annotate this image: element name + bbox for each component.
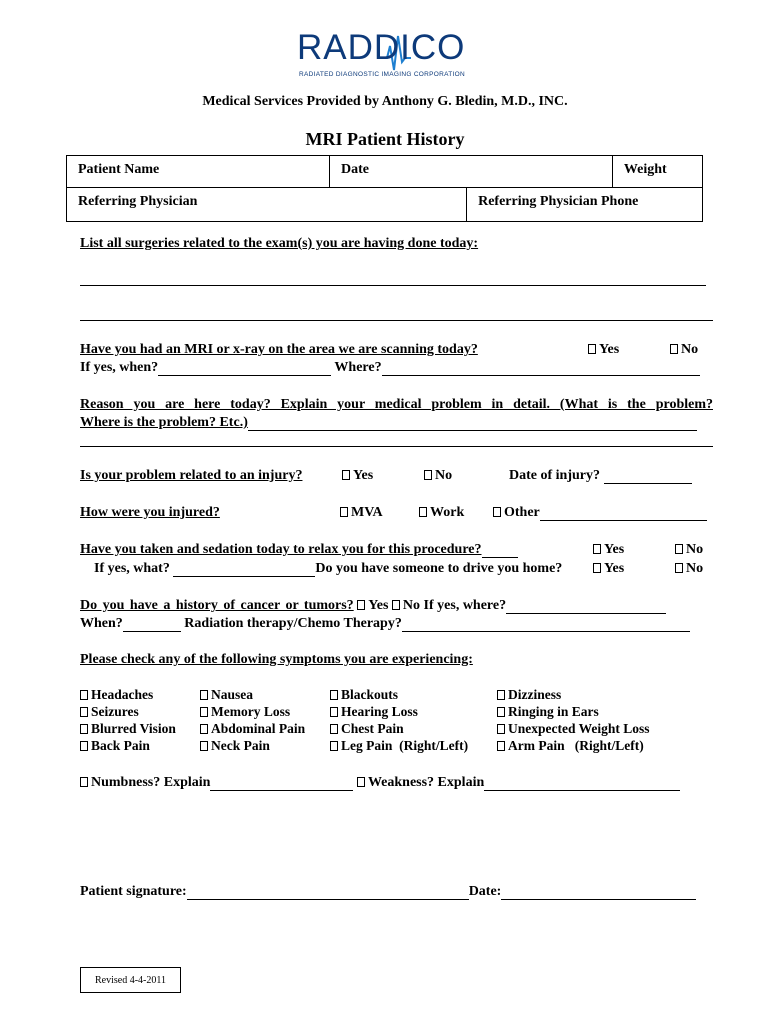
- reason-question-line1: Reason you are here today? Explain your medical problem in detail. (What is the problem?: [80, 397, 713, 412]
- checkbox-icon[interactable]: [330, 690, 338, 700]
- patient-info-table: [66, 155, 703, 222]
- checkbox-icon[interactable]: [80, 690, 88, 700]
- injury-work[interactable]: Work: [419, 504, 464, 521]
- symptom-item[interactable]: Seizures: [80, 703, 176, 720]
- sedation-no[interactable]: No: [675, 541, 703, 558]
- checkbox-icon[interactable]: [593, 544, 601, 554]
- symptom-item[interactable]: Unexpected Weight Loss: [497, 720, 650, 737]
- other-input[interactable]: [540, 520, 707, 521]
- signature-row: Patient signature: Date:: [80, 883, 696, 900]
- checkbox-icon[interactable]: [342, 470, 350, 480]
- date-field[interactable]: Date: [330, 156, 613, 188]
- symptoms-column-4: [497, 686, 650, 754]
- symptom-item[interactable]: Nausea: [200, 686, 305, 703]
- symptom-item[interactable]: Memory Loss: [200, 703, 305, 720]
- symptoms-column-3: [330, 686, 468, 754]
- sedation-yes[interactable]: Yes: [593, 541, 624, 558]
- sedation-question: Have you taken and sedation today to relax you for this procedure?: [80, 541, 518, 558]
- checkbox-icon[interactable]: [675, 544, 683, 554]
- surgeries-line-2[interactable]: [80, 320, 713, 321]
- checkbox-icon[interactable]: [670, 344, 678, 354]
- symptoms-column-1: [80, 686, 176, 754]
- symptom-item[interactable]: Headaches: [80, 686, 176, 703]
- symptom-item[interactable]: Arm Pain (Right/Left): [497, 737, 650, 754]
- injury-other[interactable]: Other: [493, 504, 707, 521]
- injury-yes[interactable]: Yes: [342, 467, 373, 484]
- logo-tagline: RADIATED DIAGNOSTIC IMAGING CORPORATION: [299, 71, 466, 78]
- drive-yes[interactable]: Yes: [593, 560, 624, 577]
- cancer-row: Do you have a history of cancer or tumors? Yes No If yes, where?: [80, 597, 666, 614]
- checkbox-icon[interactable]: [593, 563, 601, 573]
- symptom-item[interactable]: Hearing Loss: [330, 703, 468, 720]
- symptom-item[interactable]: Blurred Vision: [80, 720, 176, 737]
- weakness-input[interactable]: [484, 790, 680, 791]
- checkbox-icon[interactable]: [200, 724, 208, 734]
- sedation-what-row: If yes, what? Do you have someone to drive you home?: [94, 561, 563, 576]
- checkbox-icon[interactable]: [330, 707, 338, 717]
- checkbox-icon[interactable]: [497, 690, 505, 700]
- reason-line[interactable]: [80, 446, 713, 447]
- raddico-logo: [293, 28, 466, 86]
- symptom-item[interactable]: Dizziness: [497, 686, 650, 703]
- checkbox-icon[interactable]: [497, 724, 505, 734]
- symptom-item[interactable]: Ringing in Ears: [497, 703, 650, 720]
- checkbox-icon[interactable]: [424, 470, 432, 480]
- patient-signature-input[interactable]: [187, 899, 469, 900]
- cancer-when-row: When? Radiation therapy/Chemo Therapy?: [80, 615, 690, 632]
- checkbox-icon[interactable]: [80, 707, 88, 717]
- checkbox-icon[interactable]: [392, 600, 400, 610]
- symptom-item[interactable]: Neck Pain: [200, 737, 305, 754]
- reason-question-line2: Where is the problem? Etc.): [80, 414, 697, 431]
- injury-question: Is your problem related to an injury?: [80, 468, 303, 483]
- checkbox-icon[interactable]: [330, 741, 338, 751]
- checkbox-icon[interactable]: [493, 507, 501, 517]
- checkbox-icon[interactable]: [357, 600, 365, 610]
- checkbox-icon[interactable]: [497, 707, 505, 717]
- injury-date-input[interactable]: [604, 483, 692, 484]
- injury-mva[interactable]: MVA: [340, 504, 383, 521]
- prior-mri-question: Have you had an MRI or x-ray on the area we are scanning today?: [80, 342, 478, 357]
- sedation-what-input[interactable]: [173, 576, 315, 577]
- referring-physician-field[interactable]: Referring Physician: [67, 188, 467, 222]
- cancer-where-input[interactable]: [506, 613, 666, 614]
- checkbox-icon[interactable]: [419, 507, 427, 517]
- symptom-item[interactable]: Leg Pain (Right/Left): [330, 737, 468, 754]
- prior-mri-yes[interactable]: Yes: [588, 341, 619, 358]
- signature-date-input[interactable]: [501, 899, 696, 900]
- prior-mri-when-row: If yes, when? Where?: [80, 359, 700, 376]
- revised-date-box: Revised 4-4-2011: [80, 967, 181, 993]
- surgeries-label: List all surgeries related to the exam(s) you are having done today:: [80, 236, 479, 251]
- weight-field[interactable]: Weight: [612, 156, 702, 188]
- symptoms-column-2: [200, 686, 305, 754]
- symptom-item[interactable]: Back Pain: [80, 737, 176, 754]
- injury-no[interactable]: No: [424, 467, 452, 484]
- checkbox-icon[interactable]: [340, 507, 348, 517]
- checkbox-icon[interactable]: [200, 690, 208, 700]
- numbness-input[interactable]: [210, 790, 353, 791]
- checkbox-icon[interactable]: [588, 344, 596, 354]
- cancer-when-input[interactable]: [123, 631, 181, 632]
- checkbox-icon[interactable]: [80, 741, 88, 751]
- provider-line: Medical Services Provided by Anthony G. Bledin, M.D., INC.: [202, 94, 568, 109]
- patient-name-field[interactable]: Patient Name: [67, 156, 330, 188]
- drive-no[interactable]: No: [675, 560, 703, 577]
- checkbox-icon[interactable]: [80, 724, 88, 734]
- page-title: MRI Patient History: [305, 129, 465, 149]
- symptom-item[interactable]: Chest Pain: [330, 720, 468, 737]
- checkbox-icon[interactable]: [200, 741, 208, 751]
- checkbox-icon[interactable]: [330, 724, 338, 734]
- checkbox-icon[interactable]: [497, 741, 505, 751]
- reason-input[interactable]: [248, 430, 697, 431]
- symptom-item[interactable]: Blackouts: [330, 686, 468, 703]
- how-injured-label: How were you injured?: [80, 505, 220, 520]
- numbness-weakness-row: Numbness? Explain Weakness? Explain: [80, 774, 680, 791]
- surgeries-line-1[interactable]: [80, 285, 706, 286]
- where-input[interactable]: [382, 375, 700, 376]
- checkbox-icon[interactable]: [675, 563, 683, 573]
- injury-date: Date of injury?: [509, 467, 692, 484]
- when-input[interactable]: [158, 375, 331, 376]
- symptom-item[interactable]: Abdominal Pain: [200, 720, 305, 737]
- symptoms-label: Please check any of the following symptoms you are experiencing:: [80, 652, 473, 667]
- referring-physician-phone-field[interactable]: Referring Physician Phone: [467, 188, 703, 222]
- logo-wordmark: RADDICO: [297, 28, 466, 67]
- therapy-input[interactable]: [402, 631, 690, 632]
- prior-mri-no[interactable]: No: [670, 341, 698, 358]
- checkbox-icon[interactable]: [80, 777, 88, 787]
- checkbox-icon[interactable]: [357, 777, 365, 787]
- checkbox-icon[interactable]: [200, 707, 208, 717]
